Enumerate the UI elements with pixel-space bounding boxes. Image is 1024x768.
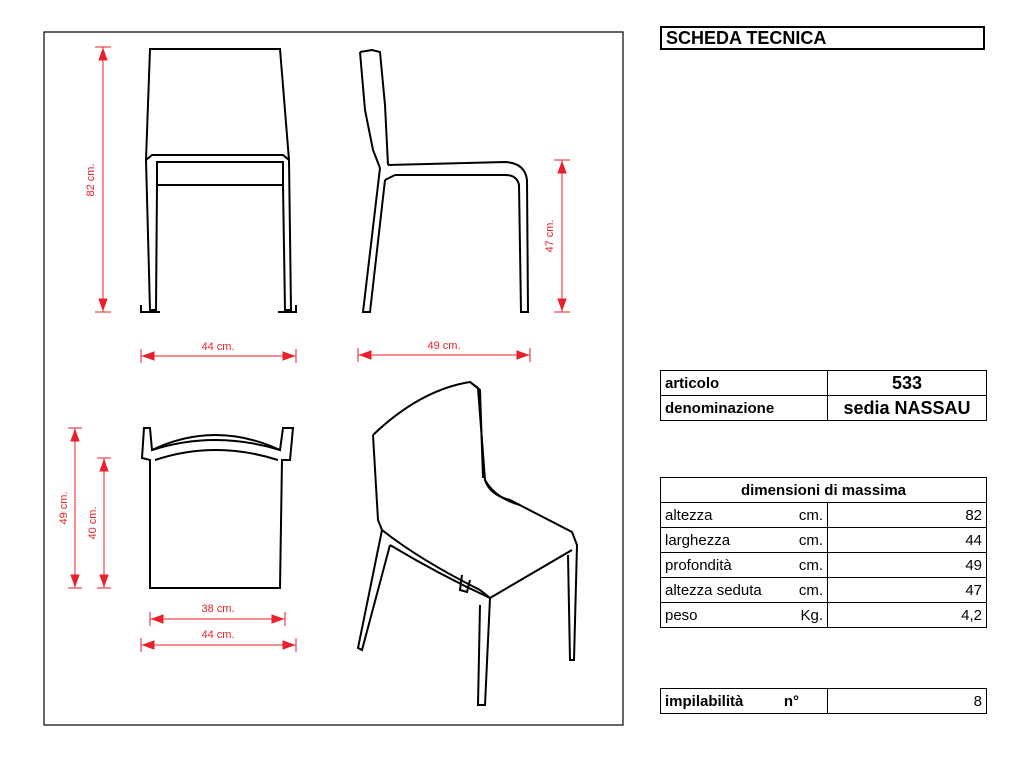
dim-top-depth-label: 49 cm. [58, 491, 70, 525]
article-value: 533 [828, 371, 987, 396]
stacking-row [661, 689, 987, 714]
dim-arrow-bottom [99, 299, 107, 310]
perspective-view [358, 382, 577, 705]
dimensions-heading-row [661, 478, 987, 503]
row-value: 44 [828, 528, 987, 553]
dim-height-label: 82 cm. [85, 163, 97, 197]
dim-side-depth-label: 49 cm. [427, 340, 461, 352]
table-row [661, 553, 987, 578]
dim-top-width-label: 44 cm. [201, 629, 235, 641]
row-unit: cm. [798, 556, 823, 574]
table-row [661, 528, 987, 553]
dimensions-heading: dimensioni di massima [661, 478, 987, 503]
table-row [661, 603, 987, 628]
dim-seat-depth-label: 40 cm. [87, 506, 99, 540]
article-table [660, 370, 987, 421]
row-label: profondità [665, 556, 732, 574]
row-label: larghezza [665, 531, 731, 549]
row-label: altezza [665, 506, 713, 524]
row-value: 47 [828, 578, 987, 603]
dim-front-width-label: 44 cm. [201, 341, 235, 353]
row-label: altezza seduta [665, 581, 762, 599]
front-view [141, 49, 296, 312]
row-value: 4,2 [828, 603, 987, 628]
stacking-value: 8 [828, 689, 987, 714]
stacking-table [660, 688, 987, 714]
page-title: SCHEDA TECNICA [660, 26, 985, 50]
table-row [661, 578, 987, 603]
row-unit: cm. [798, 581, 823, 599]
row-unit: cm. [798, 506, 823, 524]
row-unit: Kg. [800, 606, 823, 624]
article-label: articolo [661, 371, 828, 396]
dim-arrow-top [99, 49, 107, 60]
dim-seat-height-label: 47 cm. [544, 219, 556, 253]
side-view [360, 50, 528, 312]
stacking-label: impilabilità [665, 692, 744, 710]
row-value: 82 [828, 503, 987, 528]
dimensions-table [660, 477, 987, 628]
article-row [661, 371, 987, 396]
row-unit: cm. [798, 531, 823, 549]
top-view [142, 428, 293, 588]
table-row [661, 503, 987, 528]
row-value: 49 [828, 553, 987, 578]
name-value: sedia NASSAU [828, 396, 987, 421]
dim-seat-width-label: 38 cm. [201, 603, 235, 615]
name-row [661, 396, 987, 421]
stacking-unit: n° [783, 692, 799, 710]
row-label: peso [665, 606, 698, 624]
name-label: denominazione [661, 396, 828, 421]
drawing-frame [44, 32, 623, 725]
